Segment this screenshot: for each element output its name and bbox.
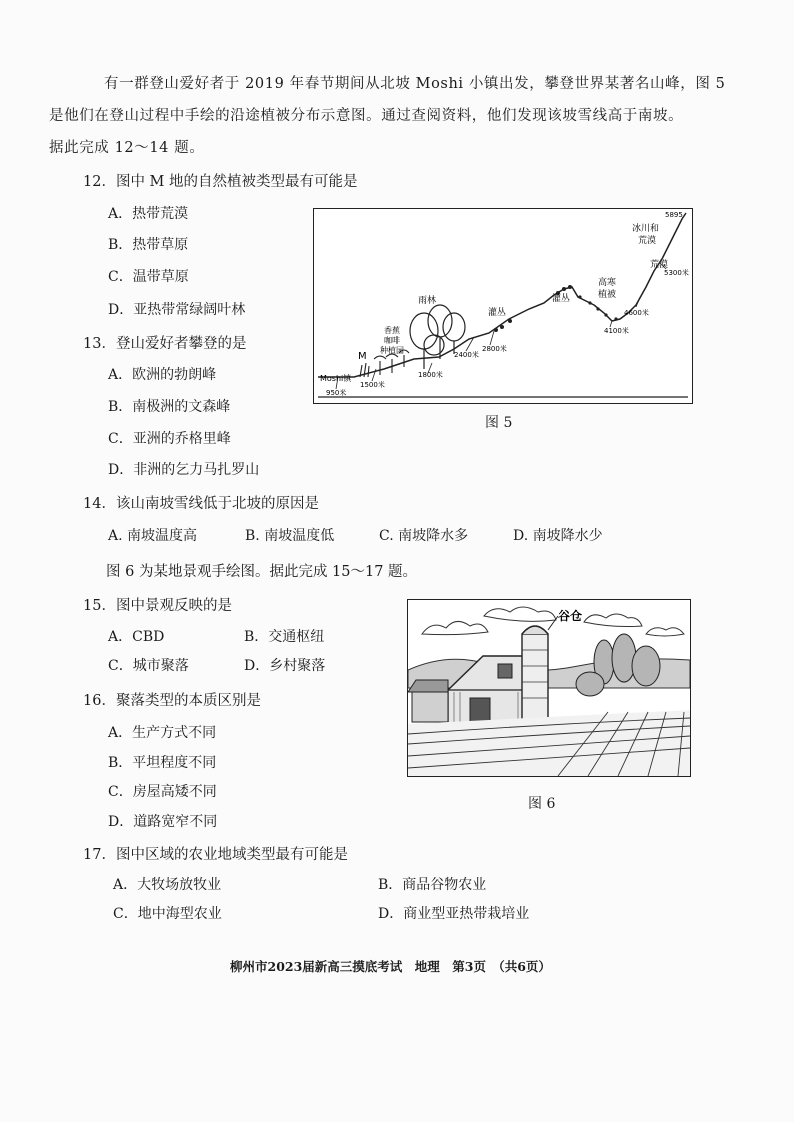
- q14-option-c[interactable]: C. 南坡降水多: [379, 528, 469, 544]
- q17-stem: 17．图中区域的农业地域类型最有可能是: [83, 847, 348, 863]
- q15-option-b[interactable]: B．交通枢纽: [244, 629, 325, 645]
- q16-option-d[interactable]: D．道路宽窄不同: [108, 814, 218, 830]
- q13-option-c[interactable]: C．亚洲的乔格里峰: [108, 431, 231, 447]
- label-e9: 5895: [665, 211, 683, 219]
- q13-option-a[interactable]: A．欧洲的勃朗峰: [108, 367, 217, 383]
- q17-option-c[interactable]: C．地中海型农业: [113, 906, 222, 922]
- page-footer: 柳州市2023届新高三摸底考试 地理 第3页 （共6页）: [230, 959, 551, 974]
- label-e6: 4100米: [604, 327, 629, 335]
- label-glacier1: 冰川和: [632, 224, 660, 234]
- q12-option-d[interactable]: D．亚热带常绿阔叶林: [108, 302, 246, 318]
- intro-2: 图 6 为某地景观手绘图。据此完成 15～17 题。: [106, 564, 418, 580]
- label-coffee2: 咖啡: [384, 336, 400, 345]
- label-glacier2: 荒漠: [638, 236, 657, 246]
- silo: [522, 626, 548, 726]
- q14-stem: 14．该山南坡雪线低于北坡的原因是: [83, 496, 319, 512]
- q13-stem: 13．登山爱好者攀登的是: [83, 336, 247, 352]
- q12-option-b[interactable]: B．热带草原: [108, 237, 189, 253]
- label-e1: 950米: [326, 389, 347, 397]
- q14-option-a[interactable]: A. 南坡温度高: [108, 528, 198, 544]
- label-e7: 4600米: [624, 309, 649, 317]
- label-e2: 1500米: [360, 381, 385, 389]
- label-e4: 2400米: [454, 351, 479, 359]
- label-coffee3: 种植园: [380, 346, 404, 355]
- label-shrub1: 灌丛: [488, 308, 507, 318]
- q15-option-c[interactable]: C．城市聚落: [108, 658, 189, 674]
- clouds: [422, 607, 684, 636]
- q14-option-b[interactable]: B. 南坡温度低: [245, 528, 335, 544]
- label-moshi: Moshi镇: [320, 374, 352, 383]
- figure-5-svg: [314, 209, 692, 403]
- label-desert: 荒漠: [650, 260, 669, 270]
- q16-stem: 16．聚落类型的本质区别是: [83, 693, 261, 709]
- intro-paragraph: [49, 68, 754, 164]
- label-shrub2: 灌丛: [552, 294, 571, 304]
- silo-label-leader: [548, 616, 558, 630]
- q12-option-c[interactable]: C．温带草原: [108, 269, 189, 285]
- q13-option-b[interactable]: B．南极洲的文森峰: [108, 399, 231, 415]
- q16-option-c[interactable]: C．房屋高矮不同: [108, 784, 217, 800]
- label-alpine2: 植被: [598, 290, 617, 300]
- figure-6-caption: 图 6: [528, 796, 556, 812]
- q17-option-b[interactable]: B．商品谷物农业: [378, 877, 487, 893]
- figure-6-svg: [408, 600, 690, 776]
- q12-stem: 12．图中 M 地的自然植被类型最有可能是: [83, 174, 358, 190]
- intro-line-3: 据此完成 12～14 题。: [49, 140, 205, 156]
- figure-5-caption: 图 5: [485, 415, 513, 431]
- figure-6-landscape: [407, 599, 691, 777]
- q16-option-b[interactable]: B．平坦程度不同: [108, 755, 217, 771]
- q15-stem: 15．图中景观反映的是: [83, 598, 232, 614]
- silo-label: 谷仓: [558, 609, 583, 623]
- q13-option-d[interactable]: D．非洲的乞力马扎罗山: [108, 462, 260, 478]
- q17-option-d[interactable]: D．商业型亚热带栽培业: [378, 906, 530, 922]
- label-alpine1: 高寒: [598, 278, 617, 288]
- q15-option-d[interactable]: D．乡村聚落: [244, 658, 326, 674]
- q14-option-d[interactable]: D. 南坡降水少: [513, 528, 603, 544]
- intro-line-2: 是他们在登山过程中手绘的沿途植被分布示意图。通过查阅资料，他们发现该坡雪线高于南坡。: [49, 108, 684, 124]
- figure-5-vegetation-profile: [313, 208, 693, 404]
- q16-option-a[interactable]: A．生产方式不同: [108, 725, 217, 741]
- label-e3: 1800米: [418, 371, 443, 379]
- label-forest: 雨林: [418, 296, 437, 306]
- q17-option-a[interactable]: A．大牧场放牧业: [113, 877, 222, 893]
- intro-line-1: 有一群登山爱好者于 2019 年春节期间从北坡 Moshi 小镇出发，攀登世界某著名山峰，图 5: [104, 76, 726, 92]
- label-coffee1: 香蕉: [384, 326, 400, 335]
- q15-option-a[interactable]: A．CBD: [108, 629, 165, 645]
- label-e8: 5300米: [664, 269, 689, 277]
- q12-option-a[interactable]: A．热带荒漠: [108, 206, 189, 222]
- label-m: M: [358, 351, 367, 362]
- label-e5: 2800米: [482, 345, 507, 353]
